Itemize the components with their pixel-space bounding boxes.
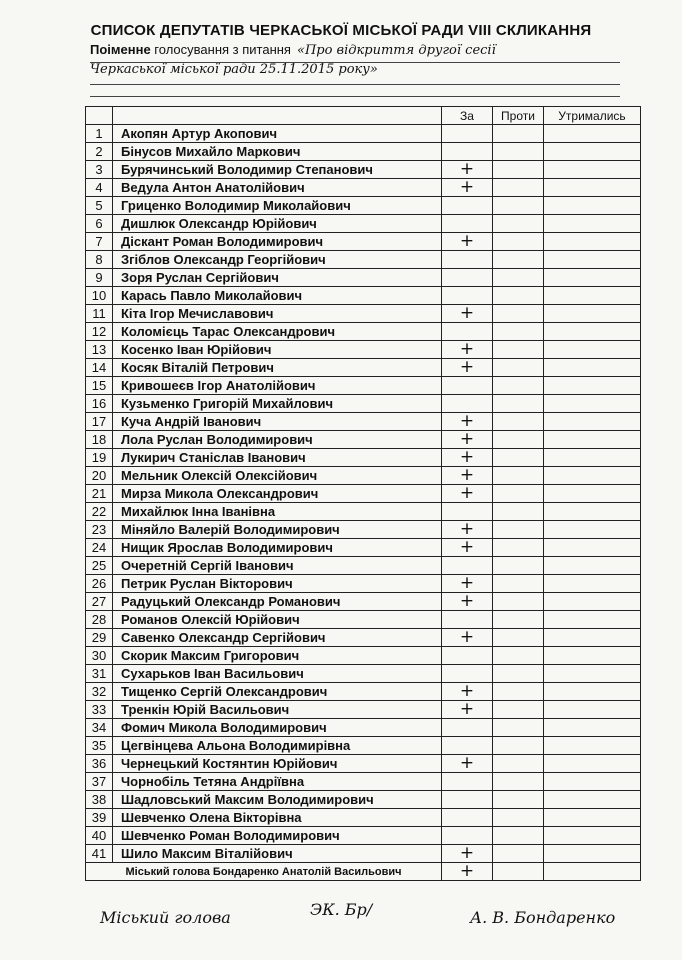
vote-against-cell bbox=[493, 215, 544, 233]
vote-for-cell bbox=[442, 845, 493, 863]
vote-against-cell bbox=[493, 125, 544, 143]
vote-mark: + bbox=[459, 754, 475, 773]
vote-abstained-cell bbox=[544, 161, 641, 179]
row-number: 20 bbox=[86, 467, 113, 485]
row-number: 28 bbox=[86, 611, 113, 629]
vote-mark: + bbox=[459, 592, 475, 611]
vote-against-cell bbox=[493, 539, 544, 557]
vote-abstained-cell bbox=[544, 575, 641, 593]
vote-against-cell bbox=[493, 845, 544, 863]
row-number: 6 bbox=[86, 215, 113, 233]
vote-mark: + bbox=[459, 232, 475, 251]
vote-mark: + bbox=[459, 304, 475, 323]
deputy-name: Коломієць Тарас Олександрович bbox=[113, 323, 442, 341]
vote-mark: + bbox=[459, 574, 475, 593]
table-row bbox=[86, 179, 641, 197]
vote-table bbox=[85, 106, 641, 881]
mayor-name: Міський голова Бондаренко Анатолій Васильович bbox=[86, 863, 442, 881]
table-row bbox=[86, 395, 641, 413]
table-row bbox=[86, 701, 641, 719]
vote-against-cell bbox=[493, 575, 544, 593]
vote-for-cell bbox=[442, 323, 493, 341]
blank-rule-line bbox=[90, 96, 620, 97]
vote-mark: + bbox=[459, 412, 475, 431]
row-number: 39 bbox=[86, 809, 113, 827]
vote-abstained-cell bbox=[544, 665, 641, 683]
vote-for-cell bbox=[442, 719, 493, 737]
vote-for-cell bbox=[442, 809, 493, 827]
row-number: 5 bbox=[86, 197, 113, 215]
table-row bbox=[86, 629, 641, 647]
table-row bbox=[86, 431, 641, 449]
row-number: 7 bbox=[86, 233, 113, 251]
header-name-cell bbox=[113, 107, 442, 125]
deputy-name: Міняйло Валерій Володимирович bbox=[113, 521, 442, 539]
row-number: 2 bbox=[86, 143, 113, 161]
table-row bbox=[86, 161, 641, 179]
row-number: 26 bbox=[86, 575, 113, 593]
row-number: 27 bbox=[86, 593, 113, 611]
vote-abstained-cell bbox=[544, 395, 641, 413]
vote-abstained-cell bbox=[544, 359, 641, 377]
deputy-name: Чернецький Костянтин Юрійович bbox=[113, 755, 442, 773]
vote-against-cell bbox=[493, 449, 544, 467]
vote-against-cell bbox=[493, 161, 544, 179]
vote-mark: + bbox=[459, 448, 475, 467]
row-number: 23 bbox=[86, 521, 113, 539]
row-number: 13 bbox=[86, 341, 113, 359]
vote-for-cell bbox=[442, 755, 493, 773]
deputy-name: Чорнобіль Тетяна Андріївна bbox=[113, 773, 442, 791]
vote-against-cell bbox=[493, 521, 544, 539]
table-row bbox=[86, 269, 641, 287]
vote-mark: + bbox=[459, 466, 475, 485]
vote-mark: + bbox=[459, 340, 475, 359]
vote-for-cell bbox=[442, 233, 493, 251]
vote-abstained-cell bbox=[544, 143, 641, 161]
vote-against-cell bbox=[493, 683, 544, 701]
vote-for-cell bbox=[442, 575, 493, 593]
deputy-name: Бінусов Михайло Маркович bbox=[113, 143, 442, 161]
vote-abstained-cell bbox=[544, 287, 641, 305]
deputy-name: Тищенко Сергій Олександрович bbox=[113, 683, 442, 701]
vote-mark: + bbox=[459, 430, 475, 449]
signature-title: Міський голова bbox=[100, 908, 231, 927]
vote-against-cell bbox=[493, 737, 544, 755]
row-number: 30 bbox=[86, 647, 113, 665]
vote-against-cell bbox=[493, 485, 544, 503]
roll-call-prefix: голосування з питання bbox=[150, 42, 291, 57]
vote-for-cell bbox=[442, 701, 493, 719]
row-number: 34 bbox=[86, 719, 113, 737]
deputy-name: Шевченко Роман Володимирович bbox=[113, 827, 442, 845]
deputy-name: Косенко Іван Юрійович bbox=[113, 341, 442, 359]
deputy-name: Кіта Ігор Мечиславович bbox=[113, 305, 442, 323]
row-number: 4 bbox=[86, 179, 113, 197]
vote-for-cell bbox=[442, 413, 493, 431]
mayor-vote-abstained bbox=[544, 863, 641, 881]
vote-for-cell bbox=[442, 341, 493, 359]
vote-abstained-cell bbox=[544, 215, 641, 233]
vote-abstained-cell bbox=[544, 629, 641, 647]
row-number: 18 bbox=[86, 431, 113, 449]
deputy-name: Кузьменко Григорій Михайлович bbox=[113, 395, 442, 413]
vote-abstained-cell bbox=[544, 341, 641, 359]
deputy-name: Шило Максим Віталійович bbox=[113, 845, 442, 863]
table-row bbox=[86, 845, 641, 863]
deputy-name: Нищик Ярослав Володимирович bbox=[113, 539, 442, 557]
vote-for-cell bbox=[442, 395, 493, 413]
table-row bbox=[86, 467, 641, 485]
table-row bbox=[86, 683, 641, 701]
deputy-name: Очеретній Сергій Іванович bbox=[113, 557, 442, 575]
vote-against-cell bbox=[493, 665, 544, 683]
vote-against-cell bbox=[493, 395, 544, 413]
row-number: 11 bbox=[86, 305, 113, 323]
table-header-row bbox=[86, 107, 641, 125]
vote-for-cell bbox=[442, 503, 493, 521]
table-row bbox=[86, 377, 641, 395]
table-row bbox=[86, 665, 641, 683]
vote-for-cell bbox=[442, 251, 493, 269]
vote-abstained-cell bbox=[544, 233, 641, 251]
vote-for-cell bbox=[442, 287, 493, 305]
deputy-name: Скорик Максим Григорович bbox=[113, 647, 442, 665]
row-number: 19 bbox=[86, 449, 113, 467]
vote-against-cell bbox=[493, 359, 544, 377]
vote-against-cell bbox=[493, 809, 544, 827]
vote-for-cell bbox=[442, 647, 493, 665]
deputy-name: Діскант Роман Володимирович bbox=[113, 233, 442, 251]
deputy-name: Савенко Олександр Сергійович bbox=[113, 629, 442, 647]
vote-abstained-cell bbox=[544, 125, 641, 143]
row-number: 12 bbox=[86, 323, 113, 341]
deputy-name: Бурячинський Володимир Степанович bbox=[113, 161, 442, 179]
vote-for-cell bbox=[442, 557, 493, 575]
deputy-name: Михайлюк Інна Іванівна bbox=[113, 503, 442, 521]
table-row bbox=[86, 791, 641, 809]
vote-abstained-cell bbox=[544, 485, 641, 503]
vote-against-cell bbox=[493, 413, 544, 431]
mayor-vote-against bbox=[493, 863, 544, 881]
vote-for-cell bbox=[442, 143, 493, 161]
deputy-name: Шадловський Максим Володимирович bbox=[113, 791, 442, 809]
vote-abstained-cell bbox=[544, 809, 641, 827]
row-number: 22 bbox=[86, 503, 113, 521]
vote-for-cell bbox=[442, 215, 493, 233]
roll-call-prefix-bold: Поіменне bbox=[90, 42, 151, 57]
vote-against-cell bbox=[493, 467, 544, 485]
vote-for-cell bbox=[442, 125, 493, 143]
deputy-name: Лукирич Станіслав Іванович bbox=[113, 449, 442, 467]
row-number: 10 bbox=[86, 287, 113, 305]
deputy-name: Акопян Артур Акопович bbox=[113, 125, 442, 143]
vote-abstained-cell bbox=[544, 791, 641, 809]
vote-for-cell bbox=[442, 593, 493, 611]
vote-for-cell bbox=[442, 431, 493, 449]
table-row bbox=[86, 827, 641, 845]
deputy-name: Шевченко Олена Вікторівна bbox=[113, 809, 442, 827]
vote-abstained-cell bbox=[544, 701, 641, 719]
vote-for-cell bbox=[442, 683, 493, 701]
vote-against-cell bbox=[493, 755, 544, 773]
vote-against-cell bbox=[493, 341, 544, 359]
vote-mark: + bbox=[459, 700, 475, 719]
deputy-name: Мельник Олексій Олексійович bbox=[113, 467, 442, 485]
vote-for-cell bbox=[442, 179, 493, 197]
vote-against-cell bbox=[493, 269, 544, 287]
vote-mark: + bbox=[459, 358, 475, 377]
row-number: 21 bbox=[86, 485, 113, 503]
row-number: 32 bbox=[86, 683, 113, 701]
vote-abstained-cell bbox=[544, 773, 641, 791]
signature-name: А. В. Бондаренко bbox=[470, 908, 616, 927]
table-row bbox=[86, 557, 641, 575]
table-row bbox=[86, 755, 641, 773]
table-row bbox=[86, 251, 641, 269]
deputy-name: Радуцький Олександр Романович bbox=[113, 593, 442, 611]
table-body bbox=[86, 125, 641, 863]
vote-abstained-cell bbox=[544, 647, 641, 665]
deputy-name: Куча Андрій Іванович bbox=[113, 413, 442, 431]
vote-abstained-cell bbox=[544, 467, 641, 485]
row-number: 29 bbox=[86, 629, 113, 647]
vote-abstained-cell bbox=[544, 593, 641, 611]
vote-against-cell bbox=[493, 611, 544, 629]
signature-scribble: ЭК. Бр/ bbox=[310, 900, 373, 919]
vote-against-cell bbox=[493, 647, 544, 665]
vote-for-cell bbox=[442, 827, 493, 845]
vote-for-cell bbox=[442, 539, 493, 557]
deputy-name: Карась Павло Миколайович bbox=[113, 287, 442, 305]
row-number: 16 bbox=[86, 395, 113, 413]
table-row bbox=[86, 611, 641, 629]
roll-call-subject-line-1 bbox=[90, 42, 620, 63]
vote-for-cell bbox=[442, 467, 493, 485]
row-number: 41 bbox=[86, 845, 113, 863]
vote-abstained-cell bbox=[544, 683, 641, 701]
row-number: 17 bbox=[86, 413, 113, 431]
vote-against-cell bbox=[493, 791, 544, 809]
table-row bbox=[86, 719, 641, 737]
vote-mark: + bbox=[459, 682, 475, 701]
deputy-name: Лола Руслан Володимирович bbox=[113, 431, 442, 449]
vote-mark: + bbox=[459, 484, 475, 503]
table-row bbox=[86, 413, 641, 431]
vote-against-cell bbox=[493, 197, 544, 215]
table-row bbox=[86, 773, 641, 791]
row-number: 25 bbox=[86, 557, 113, 575]
vote-for-cell bbox=[442, 305, 493, 323]
vote-against-cell bbox=[493, 179, 544, 197]
vote-against-cell bbox=[493, 143, 544, 161]
deputy-name: Зоря Руслан Сергійович bbox=[113, 269, 442, 287]
row-number: 36 bbox=[86, 755, 113, 773]
vote-mark: + bbox=[459, 862, 475, 881]
row-number: 3 bbox=[86, 161, 113, 179]
row-number: 37 bbox=[86, 773, 113, 791]
deputy-name: Романов Олексій Юрійович bbox=[113, 611, 442, 629]
vote-against-cell bbox=[493, 233, 544, 251]
table-row bbox=[86, 485, 641, 503]
vote-against-cell bbox=[493, 593, 544, 611]
header-against: Проти bbox=[493, 107, 544, 125]
vote-for-cell bbox=[442, 737, 493, 755]
row-number: 33 bbox=[86, 701, 113, 719]
vote-for-cell bbox=[442, 629, 493, 647]
table-row bbox=[86, 809, 641, 827]
vote-abstained-cell bbox=[544, 845, 641, 863]
table-row bbox=[86, 287, 641, 305]
vote-against-cell bbox=[493, 701, 544, 719]
vote-against-cell bbox=[493, 719, 544, 737]
vote-for-cell bbox=[442, 791, 493, 809]
vote-abstained-cell bbox=[544, 323, 641, 341]
deputy-name: Косяк Віталій Петрович bbox=[113, 359, 442, 377]
row-number: 35 bbox=[86, 737, 113, 755]
header-for: За bbox=[442, 107, 493, 125]
header-abstained: Утримались bbox=[544, 107, 641, 125]
vote-abstained-cell bbox=[544, 251, 641, 269]
table-row bbox=[86, 503, 641, 521]
vote-abstained-cell bbox=[544, 197, 641, 215]
vote-against-cell bbox=[493, 629, 544, 647]
table-row bbox=[86, 143, 641, 161]
row-number: 8 bbox=[86, 251, 113, 269]
signature-block bbox=[100, 900, 660, 940]
vote-for-cell bbox=[442, 161, 493, 179]
deputy-name: Сухарьков Іван Васильович bbox=[113, 665, 442, 683]
row-number: 14 bbox=[86, 359, 113, 377]
vote-against-cell bbox=[493, 503, 544, 521]
table-row bbox=[86, 305, 641, 323]
vote-against-cell bbox=[493, 773, 544, 791]
deputy-name: Петрик Руслан Вікторович bbox=[113, 575, 442, 593]
table-row bbox=[86, 521, 641, 539]
vote-for-cell bbox=[442, 377, 493, 395]
vote-mark: + bbox=[459, 628, 475, 647]
vote-mark: + bbox=[459, 178, 475, 197]
vote-for-cell bbox=[442, 485, 493, 503]
deputy-name: Дишлюк Олександр Юрійович bbox=[113, 215, 442, 233]
deputy-name: Кривошеєв Ігор Анатолійович bbox=[113, 377, 442, 395]
deputy-name: Згіблов Олександр Георгійович bbox=[113, 251, 442, 269]
row-number: 1 bbox=[86, 125, 113, 143]
vote-for-cell bbox=[442, 359, 493, 377]
table-row bbox=[86, 359, 641, 377]
table-row bbox=[86, 215, 641, 233]
vote-abstained-cell bbox=[544, 377, 641, 395]
vote-for-cell bbox=[442, 773, 493, 791]
vote-abstained-cell bbox=[544, 611, 641, 629]
deputy-name: Фомич Микола Володимирович bbox=[113, 719, 442, 737]
handwritten-subject-1: «Про відкриття другої сесії bbox=[296, 43, 496, 58]
vote-for-cell bbox=[442, 521, 493, 539]
vote-for-cell bbox=[442, 269, 493, 287]
row-number: 24 bbox=[86, 539, 113, 557]
handwritten-subject-2: Черкаської міської ради 25.11.2015 року» bbox=[90, 62, 620, 85]
vote-abstained-cell bbox=[544, 557, 641, 575]
table-row bbox=[86, 323, 641, 341]
vote-abstained-cell bbox=[544, 521, 641, 539]
table-row bbox=[86, 449, 641, 467]
vote-against-cell bbox=[493, 323, 544, 341]
document-title: СПИСОК ДЕПУТАТІВ ЧЕРКАСЬКОЇ МІСЬКОЇ РАДИ VIII СКЛИКАННЯ bbox=[90, 22, 592, 39]
vote-mark: + bbox=[459, 538, 475, 557]
table-row bbox=[86, 341, 641, 359]
vote-abstained-cell bbox=[544, 539, 641, 557]
vote-abstained-cell bbox=[544, 305, 641, 323]
mayor-vote-for bbox=[442, 863, 493, 881]
vote-against-cell bbox=[493, 377, 544, 395]
table-row bbox=[86, 539, 641, 557]
vote-abstained-cell bbox=[544, 413, 641, 431]
table-row bbox=[86, 737, 641, 755]
vote-for-cell bbox=[442, 665, 493, 683]
vote-abstained-cell bbox=[544, 719, 641, 737]
row-number: 31 bbox=[86, 665, 113, 683]
vote-for-cell bbox=[442, 197, 493, 215]
table-row bbox=[86, 647, 641, 665]
vote-against-cell bbox=[493, 557, 544, 575]
vote-for-cell bbox=[442, 611, 493, 629]
vote-against-cell bbox=[493, 431, 544, 449]
row-number: 40 bbox=[86, 827, 113, 845]
vote-against-cell bbox=[493, 251, 544, 269]
deputy-name: Ведула Антон Анатолійович bbox=[113, 179, 442, 197]
row-number: 9 bbox=[86, 269, 113, 287]
deputy-name: Цегвінцева Альона Володимирівна bbox=[113, 737, 442, 755]
vote-abstained-cell bbox=[544, 179, 641, 197]
vote-abstained-cell bbox=[544, 503, 641, 521]
table-row bbox=[86, 125, 641, 143]
deputy-name: Мирза Микола Олександрович bbox=[113, 485, 442, 503]
deputy-name: Гриценко Володимир Миколайович bbox=[113, 197, 442, 215]
row-number: 38 bbox=[86, 791, 113, 809]
vote-abstained-cell bbox=[544, 269, 641, 287]
deputy-name: Тренкін Юрій Васильович bbox=[113, 701, 442, 719]
vote-abstained-cell bbox=[544, 737, 641, 755]
vote-mark: + bbox=[459, 520, 475, 539]
vote-against-cell bbox=[493, 287, 544, 305]
table-row bbox=[86, 575, 641, 593]
table-row bbox=[86, 197, 641, 215]
vote-abstained-cell bbox=[544, 827, 641, 845]
vote-mark: + bbox=[459, 844, 475, 863]
table-row bbox=[86, 593, 641, 611]
table-row bbox=[86, 233, 641, 251]
vote-abstained-cell bbox=[544, 755, 641, 773]
vote-mark: + bbox=[459, 160, 475, 179]
vote-against-cell bbox=[493, 305, 544, 323]
mayor-row bbox=[86, 863, 641, 881]
row-number: 15 bbox=[86, 377, 113, 395]
vote-against-cell bbox=[493, 827, 544, 845]
vote-for-cell bbox=[442, 449, 493, 467]
vote-abstained-cell bbox=[544, 431, 641, 449]
vote-abstained-cell bbox=[544, 449, 641, 467]
header-num-cell bbox=[86, 107, 113, 125]
